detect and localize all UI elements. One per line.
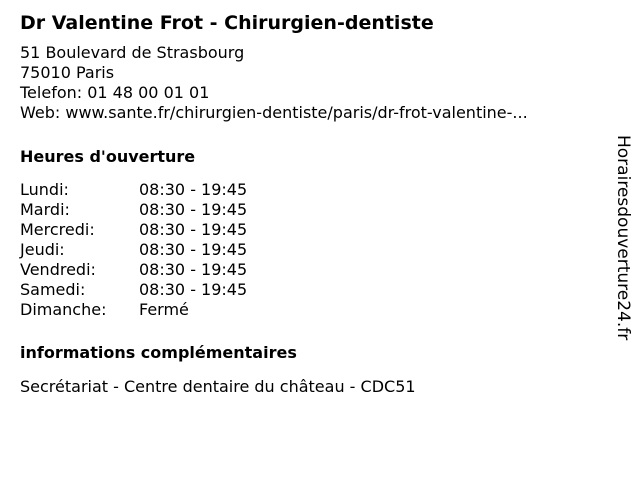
address-street: 51 Boulevard de Strasbourg — [20, 43, 245, 62]
day-label: Vendredi: — [20, 260, 96, 279]
time-value: 08:30 - 19:45 — [139, 260, 248, 279]
opening-hours-table — [20, 180, 600, 320]
additional-info-text: Secrétariat - Centre dentaire du château - CDC51 — [20, 377, 416, 396]
business-card — [20, 10, 600, 397]
day-label: Jeudi: — [20, 240, 65, 259]
phone-number: Telefon: 01 48 00 01 01 — [20, 83, 210, 102]
time-value: 08:30 - 19:45 — [139, 180, 248, 199]
day-label: Lundi: — [20, 180, 69, 199]
time-value: 08:30 - 19:45 — [139, 240, 248, 259]
day-label: Dimanche: — [20, 300, 107, 319]
hours-row-sunday — [20, 300, 600, 320]
day-label: Mardi: — [20, 200, 70, 219]
hours-row-thursday — [20, 240, 600, 260]
time-value: 08:30 - 19:45 — [139, 280, 248, 299]
website-line: Web: www.sante.fr/chirurgien-dentiste/paris/dr-frot-valentine-... — [20, 103, 528, 122]
additional-info-heading: informations complémentaires — [20, 343, 297, 362]
page-title: Dr Valentine Frot - Chirurgien-dentiste — [20, 12, 434, 34]
address-block — [20, 43, 600, 123]
time-value: 08:30 - 19:45 — [139, 220, 248, 239]
site-watermark — [611, 135, 635, 344]
hours-row-friday — [20, 260, 600, 280]
watermark-text: Horairesdouverture24.fr — [613, 135, 633, 341]
time-value: 08:30 - 19:45 — [139, 200, 248, 219]
hours-row-tuesday — [20, 200, 600, 220]
hours-row-saturday — [20, 280, 600, 300]
hours-row-wednesday — [20, 220, 600, 240]
address-city: 75010 Paris — [20, 63, 115, 82]
time-value: Fermé — [139, 300, 189, 319]
day-label: Samedi: — [20, 280, 86, 299]
opening-hours-heading: Heures d'ouverture — [20, 147, 196, 166]
hours-row-monday — [20, 180, 600, 200]
day-label: Mercredi: — [20, 220, 95, 239]
